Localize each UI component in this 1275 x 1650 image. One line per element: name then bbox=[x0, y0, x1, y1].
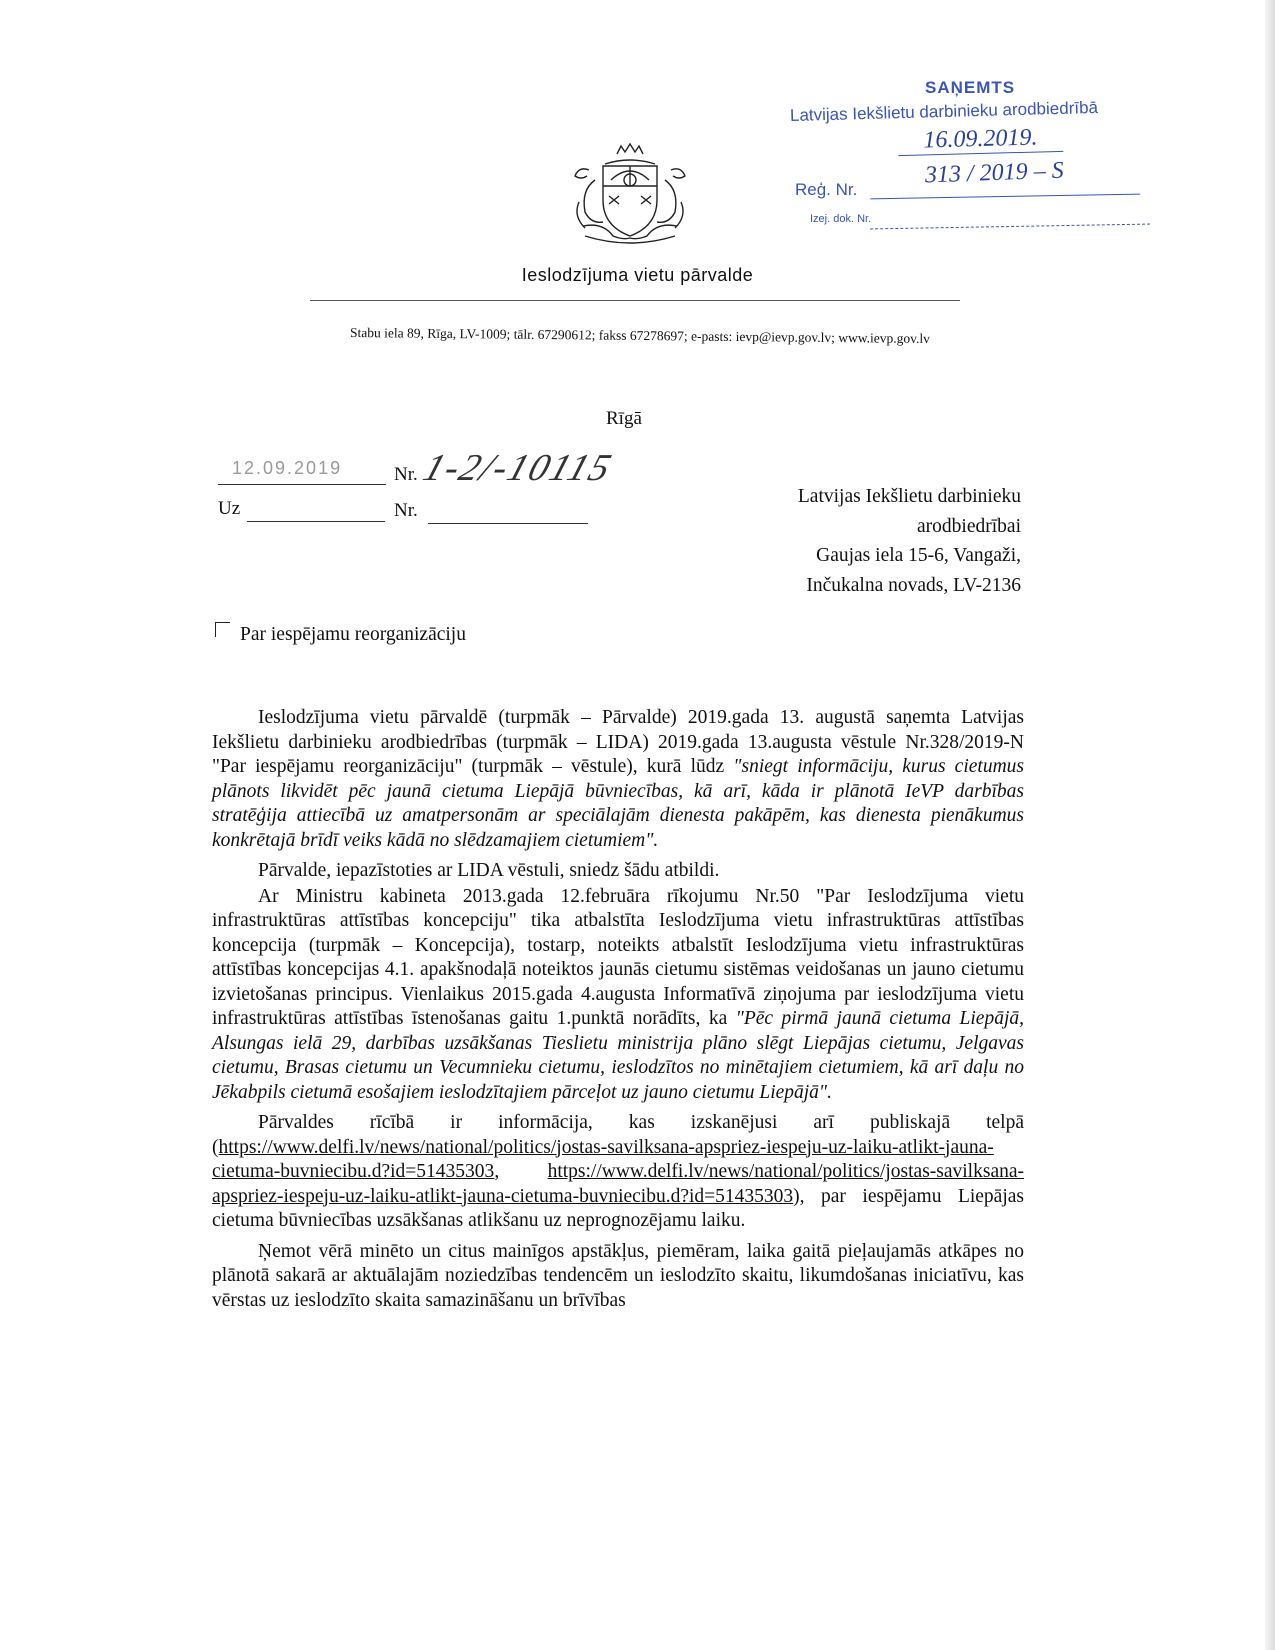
ref-date: 12.09.2019 bbox=[232, 458, 343, 478]
uz-nr-blank-line bbox=[428, 500, 588, 524]
paragraph-4 bbox=[212, 1111, 1024, 1234]
paragraph-1-quote: "sniegt informāciju, kurus cietumus plānots likvidēt pēc jaunā cietuma Liepājā būvniecības, kā arī, kāda ir plānotā IeVP darbības stratēģija attiecībā uz amatpersonām ar speciālajām dienesta pakāpēm, kas dienesta pienākumus konkrētajā brīdī veiks kādā no slēdzamajiem cietumiem". bbox=[212, 756, 1024, 851]
addressee-block bbox=[798, 482, 1021, 600]
paragraph-3 bbox=[212, 885, 1024, 1106]
subject-corner-mark bbox=[215, 622, 230, 637]
uz-label: Uz bbox=[218, 498, 241, 519]
paragraph-1 bbox=[212, 706, 1024, 853]
city: Rīgā bbox=[606, 408, 642, 429]
paragraph-4-text: Pārvaldes rīcībā ir informācija, kas izskanējusi arī publiskajā telpā ( bbox=[212, 1112, 1024, 1158]
institution-name: Ieslodzījuma vietu pārvalde bbox=[521, 265, 754, 285]
addressee-line: arodbiedrībai bbox=[917, 515, 1021, 537]
ref-nr-label: Nr. bbox=[394, 464, 418, 485]
ref-nr-handwritten: 1-2/-10115 bbox=[418, 447, 618, 489]
stamp-reg-value-handwritten: 313 / 2019 – S bbox=[924, 157, 1065, 189]
letter-body bbox=[212, 706, 1024, 1313]
delfi-link-1[interactable]: https://www.delfi.lv/news/national/politics/jostas-savilksana-apspriez-iespeju-uz-laiku-atlikt-jauna-cietuma-buvniecibu.d?id=51435303 bbox=[212, 1136, 994, 1182]
paragraph-1-text: Ieslodzījuma vietu pārvaldē (turpmāk – Pārvalde) 2019.gada 13. augustā saņemta Latvijas Iekšlietu darbinieku arodbiedrības (turpmāk – LIDA) 2019.gada 13.augusta vēstule Nr.328/2019-N "Par iespējamu reorganizāciju" (turpmāk – vēstule), kurā lūdz bbox=[212, 707, 1024, 777]
stamp-organization: Latvijas Iekšlietu darbinieku arodbiedrībā bbox=[789, 97, 1099, 125]
paragraph-5: Ņemot vērā minēto un citus mainīgos apstākļus, piemēram, laika gaitā pieļaujamās atkāpes no plānotā sakarā ar aktuālajām noziedzības tendencēm un ieslodzīto skaitu, likumdošanas iniciatīvu, kas vērstas uz ieslodzīto skaita samazināšanu un brīvības bbox=[212, 1240, 1024, 1311]
paragraph-4-separator: , bbox=[494, 1161, 548, 1182]
contact-line: Stabu iela 89, Rīga, LV-1009; tālr. 67290612; fakss 67278697; e-pasts: ievp@ievp.gov.lv; www.ievp.gov.lv bbox=[349, 324, 931, 347]
stamp-outgoing-line bbox=[870, 214, 1150, 230]
paragraph-3-quote: "Pēc pirmā jaunā cietuma Liepājā, Alsungas ielā 29, darbības uzsākšanas Tieslietu ministrija plāno slēgt Liepājas cietumu, Jelgavas cietumu, Brasas cietumu un Vecumnieku cietumu, ieslodzītos no minētajiem cietumiem, kā arī daļu no Jēkabpils cietumā esošajiem ieslodzītajiem pārceļot uz jauno cietumu Liepājā". bbox=[212, 1008, 1024, 1103]
page-edge-shadow bbox=[1265, 0, 1275, 1650]
subject-line: Par iespējamu reorganizāciju bbox=[240, 624, 466, 645]
paragraph-2: Pārvalde, iepazīstoties ar LIDA vēstuli, sniedz šādu atbildi. bbox=[258, 860, 720, 881]
uz-nr-label: Nr. bbox=[394, 500, 418, 521]
paragraph-3-text: Ar Ministru kabineta 2013.gada 12.februāra rīkojumu Nr.50 "Par Ieslodzījuma vietu infrastruktūras attīstības koncepciju" tika atbalstīta Ieslodzījuma vietu infrastruktūras attīstības koncepcija (turpmāk – Koncepcija), tostarp, noteikts atbalstīt Ieslodzījuma vietu infrastruktūras attīstības koncepcijas 4.1. apakšnodaļā noteiktos jaunās cietumu sistēmas veidošanas un jauno cietumu izvietošanas principus. Vienlaikus 2015.gada 4.augusta Informatīvā ziņojuma par ieslodzījuma vietu infrastruktūras attīstības īstenošanas gaitu 1.punktā norādīts, ka bbox=[212, 885, 1024, 1029]
delfi-link-2[interactable]: https://www.delfi.lv/news/national/politics/jostas-savilksana-apspriez-iespeju-uz-laiku-atlikt-jauna-cietuma-buvniecibu.d?id=51435303 bbox=[212, 1161, 1024, 1207]
stamp-reg-label: Reģ. Nr. bbox=[795, 180, 858, 199]
stamp-title: SAŅEMTS bbox=[925, 78, 1016, 97]
header-divider bbox=[310, 300, 960, 301]
coat-of-arms-icon bbox=[565, 140, 695, 252]
paragraph-4-tail: ), par iespējamu Liepājas cietuma būvniecības uzsākšanas atlikšanu uz neprognozējamu laiku. bbox=[212, 1185, 1024, 1231]
stamp-date-handwritten: 16.09.2019. bbox=[898, 124, 1064, 156]
addressee-line: Gaujas iela 15-6, Vangaži, bbox=[816, 545, 1021, 566]
stamp-outgoing-label: Izej. dok. Nr. bbox=[810, 213, 872, 225]
addressee-line: Latvijas Iekšlietu darbinieku bbox=[797, 486, 1021, 507]
addressee-line: Inčukalna novads, LV-2136 bbox=[806, 574, 1021, 596]
uz-blank-line bbox=[247, 500, 385, 522]
received-stamp bbox=[790, 78, 1160, 238]
